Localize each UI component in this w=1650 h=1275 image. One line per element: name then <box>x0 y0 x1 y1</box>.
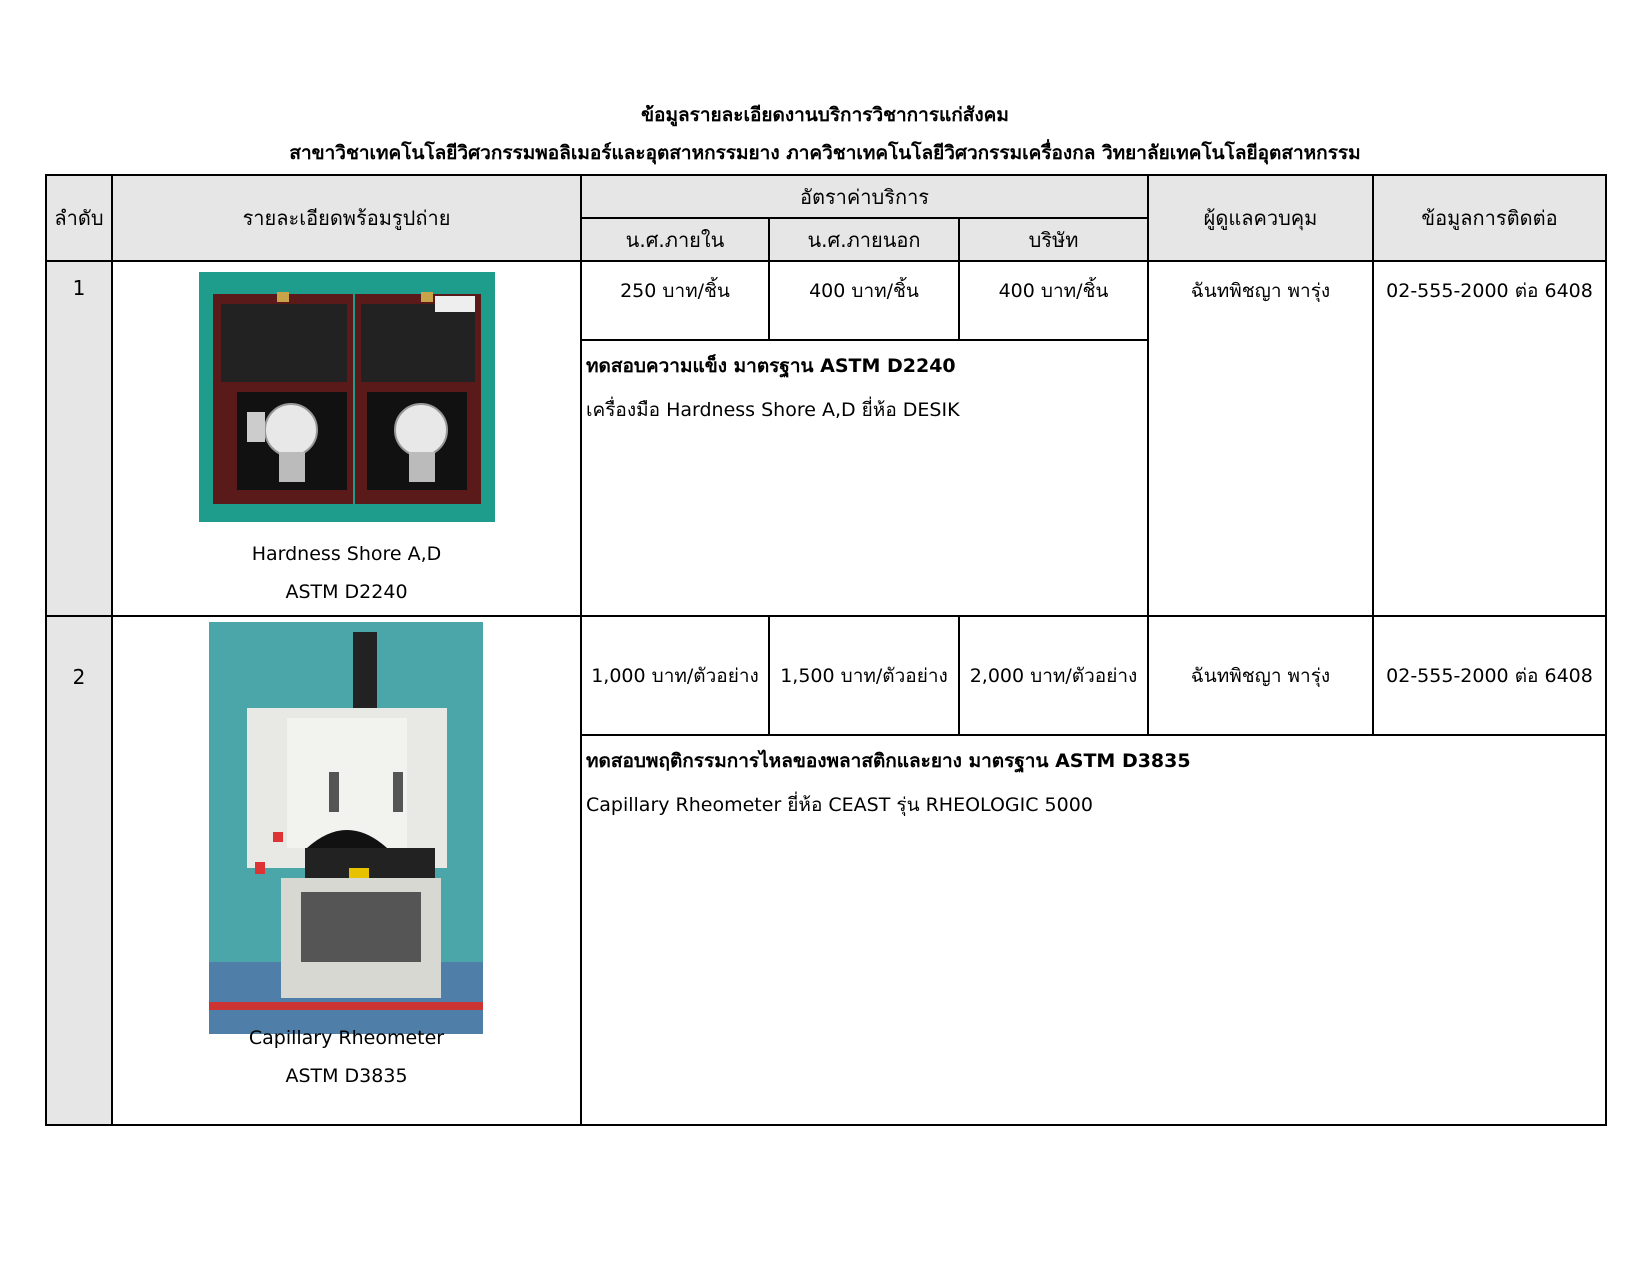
price-internal: 250 บาท/ชิ้น <box>581 261 769 339</box>
test-title: ทดสอบพฤติกรรมการไหลของพลาสติกและยาง มาตรฐาน ASTM D3835 <box>586 749 1191 772</box>
photo-caption: Capillary Rheometer <box>248 1027 445 1050</box>
supervisor: ฉันทพิชญา พารุ่ง <box>1148 616 1373 735</box>
header-rate: อัตราค่าบริการ <box>581 175 1148 218</box>
test-equipment: เครื่องมือ Hardness Shore A,D ยี่ห้อ DESIK <box>586 398 960 421</box>
contact: 02-555-2000 ต่อ 6408 <box>1373 261 1606 616</box>
header-supervisor: ผู้ดูแลควบคุม <box>1148 175 1373 261</box>
table-row <box>46 261 1606 339</box>
test-title: ทดสอบความแข็ง มาตรฐาน ASTM D2240 <box>586 354 956 377</box>
header-company: บริษัท <box>959 218 1148 261</box>
header-external: น.ศ.ภายนอก <box>769 218 959 261</box>
price-external: 400 บาท/ชิ้น <box>769 261 959 339</box>
table-row <box>46 616 1606 735</box>
test-description <box>581 735 1606 1125</box>
photo-caption: Hardness Shore A,D <box>251 543 442 566</box>
header-internal: น.ศ.ภายใน <box>581 218 769 261</box>
price-company: 400 บาท/ชิ้น <box>959 261 1148 339</box>
service-table <box>45 174 1607 1126</box>
page-title: ข้อมูลรายละเอียดงานบริการวิชาการแก่สังคม <box>641 104 1009 126</box>
photo-caption-standard: ASTM D2240 <box>285 581 408 604</box>
test-equipment: Capillary Rheometer ยี่ห้อ CEAST รุ่น RHEOLOGIC 5000 <box>586 793 1093 816</box>
row-number: 1 <box>46 261 112 616</box>
photo-cell <box>112 616 581 1125</box>
price-external: 1,500 บาท/ตัวอย่าง <box>769 616 959 735</box>
header-detail: รายละเอียดพร้อมรูปถ่าย <box>112 175 581 261</box>
photo-caption-standard: ASTM D3835 <box>285 1065 408 1088</box>
rheometer-photo <box>209 622 483 1034</box>
price-company: 2,000 บาท/ตัวอย่าง <box>959 616 1148 735</box>
photo-cell <box>112 261 581 616</box>
supervisor: ฉันทพิชญา พารุ่ง <box>1148 261 1373 616</box>
price-internal: 1,000 บาท/ตัวอย่าง <box>581 616 769 735</box>
header-no: ลำดับ <box>46 175 112 261</box>
hardness-tester-photo <box>199 272 495 522</box>
page-subtitle: สาขาวิชาเทคโนโลยีวิศวกรรมพอลิเมอร์และอุตสาหกรรมยาง ภาควิชาเทคโนโลยีวิศวกรรมเครื่องกล วิทยาลัยเทคโนโลยีอุตสาหกรรม <box>289 142 1361 164</box>
contact: 02-555-2000 ต่อ 6408 <box>1373 616 1606 735</box>
test-description <box>581 340 1148 616</box>
header-row <box>46 175 1606 218</box>
header-contact: ข้อมูลการติดต่อ <box>1373 175 1606 261</box>
row-number: 2 <box>46 616 112 1125</box>
